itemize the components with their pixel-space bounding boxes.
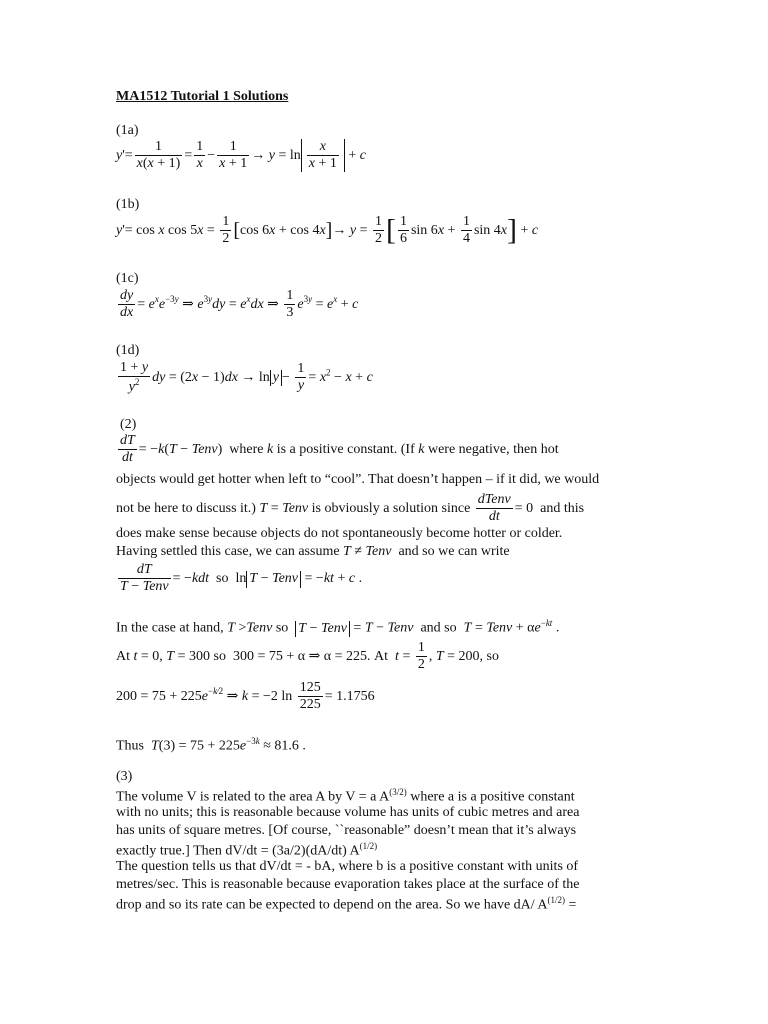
page-title: MA1512 Tutorial 1 Solutions <box>116 89 289 104</box>
text-at-2: . At <box>367 648 389 664</box>
equation-1c: $\frac{dy}{dx}$ = $e^xe^{-3y}$ ⇒ $e^{3y}dy = e^xdx$ ⇒ $\frac{1}{3}$ $e^{3y} = e^x + c$ <box>120 288 359 321</box>
paragraph-2-line2: objects would get hotter when left to “cool”. That doesn’t happen – if it did, we would <box>116 472 600 487</box>
text-so-4: , so <box>479 648 499 664</box>
text-case-at-hand: In the case at hand, <box>116 620 224 636</box>
equation-1a: y'= $\frac{1}{x(x + 1)}$ = $\frac{1}{x}$ − $\frac{1}{x + 1}$ → y = ln $\frac{x}{x + 1}$ + c <box>116 139 367 172</box>
equation-1d: $\frac{1 + y}{y^2}$ dy = (2x − 1)dx → ln y − $\frac{1}{y}$ = $x^2 - x + c$ <box>120 360 373 395</box>
label-1a: (1a) <box>116 123 139 138</box>
equation-2-k: $200 = 75 + 225e^{-k⁄2}$ ⇒ k = −2 ln $\frac{125}{225}$ = 1.1756 <box>116 680 375 713</box>
text-positive-constant: where a is a positive constant <box>406 789 575 805</box>
label-3: (3) <box>116 769 133 784</box>
paragraph-3-line7 <box>116 896 576 913</box>
text-is-positive: is a positive constant. (If <box>276 441 415 457</box>
paragraph-3-line5: The question tells us that dV/dt = - bA, where b is a positive constant with units of <box>116 859 579 874</box>
text-then-dvdt: exactly true.] Then dV/dt = (3a/2)(dA/dt) A <box>116 843 360 859</box>
superscript-3-2: (3/2) <box>389 787 407 797</box>
label-1c: (1c) <box>116 271 139 286</box>
paragraph-3-line2: with no units; this is reasonable because volume has units of cubic metres and area <box>116 805 580 820</box>
superscript-1-2: (1/2) <box>359 841 378 851</box>
text-so-3: so <box>213 648 226 664</box>
text-were-negative: were negative, then hot <box>427 441 559 457</box>
text-so-2: so <box>275 620 289 636</box>
text-and-this: and this <box>540 500 585 516</box>
label-2: (2) <box>120 417 137 432</box>
text-equals: = <box>565 897 577 913</box>
paragraph-3-line4 <box>116 842 377 859</box>
text-volume-related: The volume V is related to the area A by V = a A <box>116 789 390 805</box>
text-obviously-solution: is obviously a solution since <box>311 500 471 516</box>
paragraph-3-line1 <box>116 788 575 805</box>
paragraph-3-line6: metres/sec. This is reasonable because evaporation takes place at the surface of the <box>116 877 580 892</box>
label-1d: (1d) <box>116 343 140 358</box>
paragraph-3-line3: has units of square metres. [Of course, ``reasonable” doesn’t mean that it’s always <box>116 823 577 838</box>
text-and-so-write: and so we can write <box>398 544 510 559</box>
paragraph-2-case: In the case at hand, T >Tenv so T − Tenv = T − Tenv and so T = Tenv + $\alpha e^{-kt}$ . <box>116 618 560 636</box>
text-not-here: not be here to discuss it.) <box>116 500 256 516</box>
equation-2-separated: $\frac{dT}{\text{T − Tenv}}$ = −kdt so ln T − Tenv = −kt + c . <box>120 562 363 595</box>
text-at: At <box>116 648 130 664</box>
equation-2-result: Thus $T(3) = 75 + 225e^{-3k} \approx 81.6$ . <box>116 736 306 754</box>
paragraph-2-line4: does make sense because objects do not spontaneously become hotter or colder. <box>116 526 563 541</box>
label-1b: (1b) <box>116 197 140 212</box>
text-where: where <box>229 441 264 457</box>
text-thus: Thus <box>116 738 144 754</box>
superscript-1-2-b: (1/2) <box>547 895 566 905</box>
text-so-we-have: drop and so its rate can be expected to depend on the area. So we have dA/ A <box>116 897 548 913</box>
paragraph-2-line3: not be here to discuss it.) T = Tenv is obviously a solution since $\frac{\text{dTenv}}{dt}$ = 0 and this <box>116 492 585 525</box>
text-and-so: and so <box>420 620 457 636</box>
text-so: so <box>216 570 229 586</box>
text-having-settled: Having settled this case, we can assume <box>116 544 340 559</box>
equation-2-ode-line: $\frac{dT}{dt}$ = −k(T − Tenv) where k is a positive constant. (If k were negative, then hot <box>120 433 559 466</box>
paragraph-2-line5: Having settled this case, we can assume T ≠ Tenv and so we can write <box>116 544 510 559</box>
equation-1b: y'= cos x cos 5x = $\frac{1}{2}$ [cos 6x + cos 4x]→ y = $\frac{1}{2}$ [ $\frac{1}{6}$ sin 6x + $\frac{1}{4}$ sin 4x] + c <box>116 213 539 247</box>
paragraph-2-at: At t = 0, T = 300 so 300 = 75 + α ⇒ α = 225. At t = $\frac{1}{2}$ , T = 200, so <box>116 640 499 673</box>
